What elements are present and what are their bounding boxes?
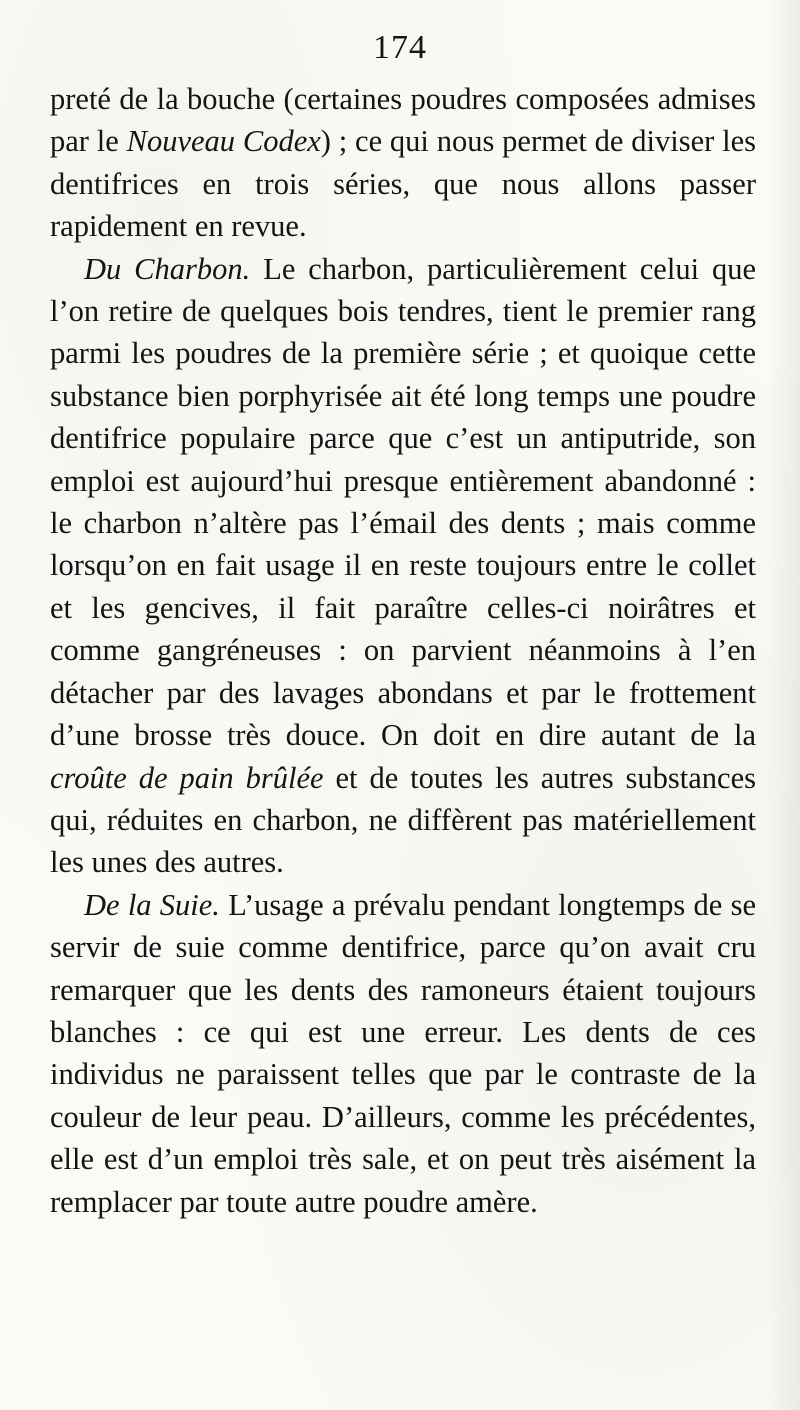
croute-de-pain-term: croûte de pain brûlée [50,760,324,795]
charbon-text-1: Le charbon, particulièrement celui que l’on retire de quelques bois tendres, tient le premier rang parmi les poudres de la première série ; et quoique cette substance bien porphyrisée ait été long temps une poudre dentifrice populaire parce que c’est un antiputride, son emploi est aujourd’hui presque entièrement abandonné : le charbon n’altère pas l’émail des dents ; mais comme lorsqu’on en fait usage il en reste toujours entre le collet et les gencives, il fait paraître celles-ci noirâtres et comme gangréneuses : on parvient néanmoins à l’en détacher par des lavages abondans et par le frottement d’une brosse très douce. On doit en dire autant de la [50,251,756,753]
body-text [50,78,756,1223]
codex-title: Nouveau Codex [126,124,321,159]
paragraph-suie [50,884,756,1223]
intro-text-2: ) ; ce qui nous permet de diviser les dentifrices en trois séries, que nous allons passer rapidement en revue. [50,124,756,244]
paragraph-intro [50,78,756,248]
paragraph-charbon [50,248,756,884]
section-heading-suie: De la Suie. [84,887,220,922]
charbon-text-2: et de toutes les autres substances qui, réduites en charbon, ne diffèrent pas matériellement les unes des autres. [50,760,756,880]
intro-text-1: preté de la bouche (certaines poudres composées admises par le [50,82,756,159]
page-number: 174 [373,29,427,66]
suie-text: L’usage a prévalu pendant longtemps de se servir de suie comme dentifrice, parce qu’on avait cru remarquer que les dents des ramoneurs étaient toujours blanches : ce qui est une erreur. Les dents de ces individus ne paraissent telles que par le contraste de la couleur de leur peau. D’ailleurs, comme les précédentes, elle est d’un emploi très sale, et on peut très aisément la remplacer par toute autre poudre amère. [50,887,756,1219]
section-heading-charbon: Du Charbon. [84,251,251,286]
page-edge-shadow [766,0,800,1410]
